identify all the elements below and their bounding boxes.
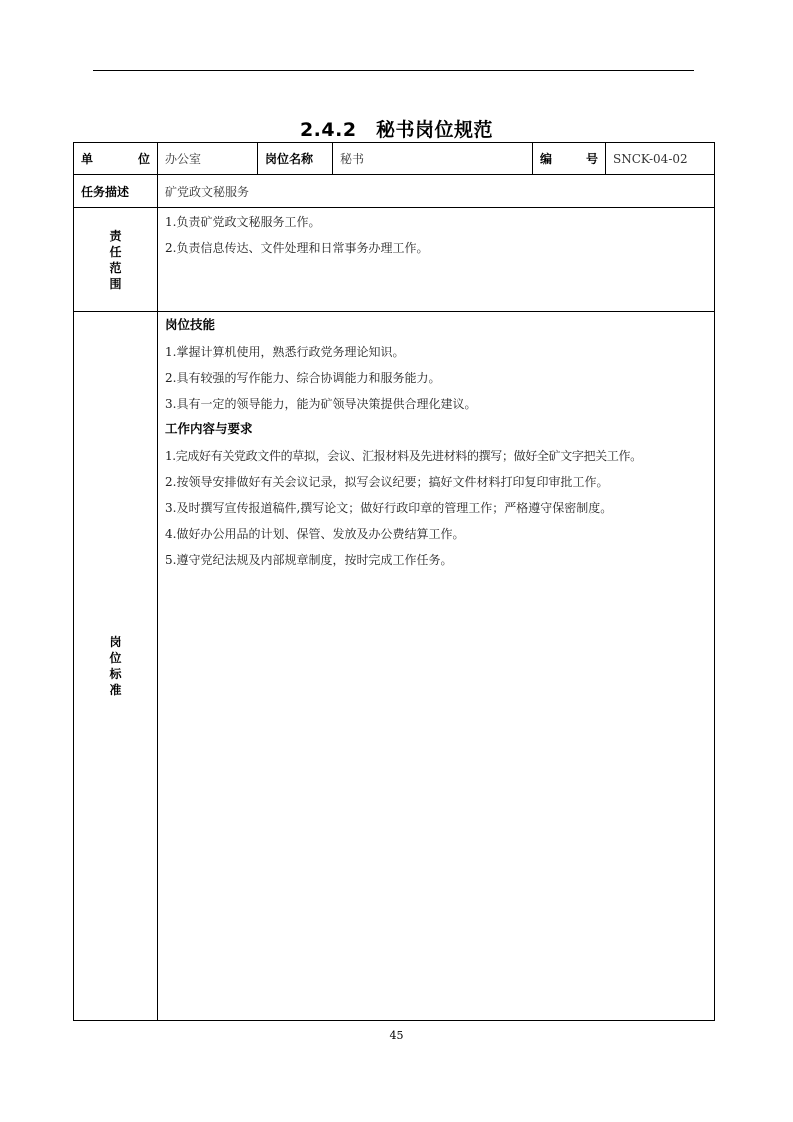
code-value: SNCK-04-02 — [606, 143, 715, 175]
work-item: 2.按领导安排做好有关会议记录，拟写会议纪要；搞好文件材料打印复印审批工作。 — [165, 475, 609, 489]
work-item: 4.做好办公用品的计划、保管、发放及办公费结算工作。 — [165, 527, 465, 541]
page-title: 2.4.2 秘书岗位规范 — [299, 119, 494, 141]
standards-row — [74, 312, 715, 1021]
responsibility-row — [74, 208, 715, 312]
work-item: 3.及时撰写宣传报道稿件,撰写论文；做好行政印章的管理工作；严格遵守保密制度。 — [165, 501, 613, 515]
position-value: 秘书 — [333, 143, 533, 175]
standards-label: 岗 位 标 准 — [74, 312, 158, 1021]
header-rule — [93, 70, 694, 71]
standards-content — [158, 312, 715, 1021]
unit-label: 单 位 — [74, 143, 158, 175]
skill-item: 2.具有较强的写作能力、综合协调能力和服务能力。 — [165, 371, 441, 385]
work-heading: 工作内容与要求 — [165, 421, 253, 436]
work-item: 1.完成好有关党政文件的草拟，会议、汇报材料及先进材料的撰写；做好全矿文字把关工作。 — [165, 449, 642, 463]
task-row — [74, 175, 715, 208]
skills-heading: 岗位技能 — [165, 317, 216, 332]
page-number: 45 — [389, 1029, 404, 1042]
task-label: 任务描述 — [74, 175, 158, 208]
responsibility-label: 责 任 范 围 — [74, 208, 158, 312]
position-label: 岗位名称 — [258, 143, 333, 175]
task-value: 矿党政文秘服务 — [158, 175, 715, 208]
responsibility-item: 1.负责矿党政文秘服务工作。 — [165, 215, 321, 229]
job-spec-table — [73, 142, 715, 1021]
responsibility-item: 2.负责信息传达、文件处理和日常事务办理工作。 — [165, 241, 429, 255]
responsibility-content — [158, 208, 715, 312]
header-row — [74, 143, 715, 175]
skill-item: 1.掌握计算机使用，熟悉行政党务理论知识。 — [165, 345, 405, 359]
skill-item: 3.具有一定的领导能力，能为矿领导决策提供合理化建议。 — [165, 397, 477, 411]
unit-value: 办公室 — [158, 143, 258, 175]
work-item: 5.遵守党纪法规及内部规章制度，按时完成工作任务。 — [165, 553, 453, 567]
code-label: 编 号 — [533, 143, 606, 175]
